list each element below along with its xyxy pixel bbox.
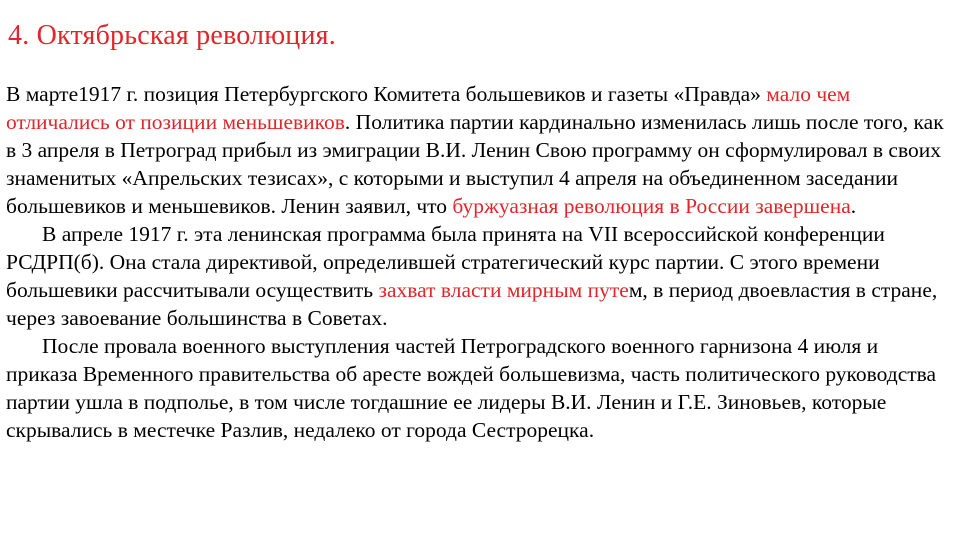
- highlight-text: захват власти мирным путе: [378, 278, 629, 302]
- highlight-text: буржуазная революция в России завершена: [452, 194, 851, 218]
- paragraph-text: м, в период двоевластия в стране, через завоевание большинства в Советах.: [6, 278, 938, 330]
- paragraph-text: В апреле 1917 г. эта ленинская программа была принята на VII всероссийской конференции РСДРП(б). Она стала директивой, определившей стратегический курс партии. С этого времени большевики рассчитывали осуществить: [6, 222, 885, 302]
- paragraph-april-theses: [6, 80, 952, 220]
- paragraph-text: После провала военного выступления частей Петроградского военного гарнизона 4 июля и приказа Временного правительства об аресте вождей большевизма, часть политического руководства партии ушла в подполье, в том числе тогдашние ее лидеры В.И. Ленин и Г.Е. Зиновьев, которые скрывались в местечке Разлив, недалеко от города Сестрорецка.: [6, 334, 937, 442]
- highlight-text: мало чем отличались от позиции меньшевиков: [6, 82, 851, 134]
- paragraph-text: . Политика партии кардинально изменилась лишь после того, как в 3 апреля в Петроград прибыл из эмиграции В.И. Ленин Свою программу он сформулировал в своих знаменитых «Апрельских тезисах», с которыми и выступил 4 апреля на объединенном заседании большевиков и меньшевиков. Ленин заявил, что: [6, 110, 944, 218]
- paragraph-text: .: [850, 194, 857, 218]
- slide-body: [6, 80, 952, 444]
- slide-title: 4. Октябрьская революция.: [8, 20, 336, 51]
- paragraph-text: В марте1917 г. позиция Петербургского Комитета большевиков и газеты «Правда»: [6, 82, 767, 106]
- paragraph-april-conference: [6, 220, 952, 332]
- paragraph-july-events: [6, 332, 952, 444]
